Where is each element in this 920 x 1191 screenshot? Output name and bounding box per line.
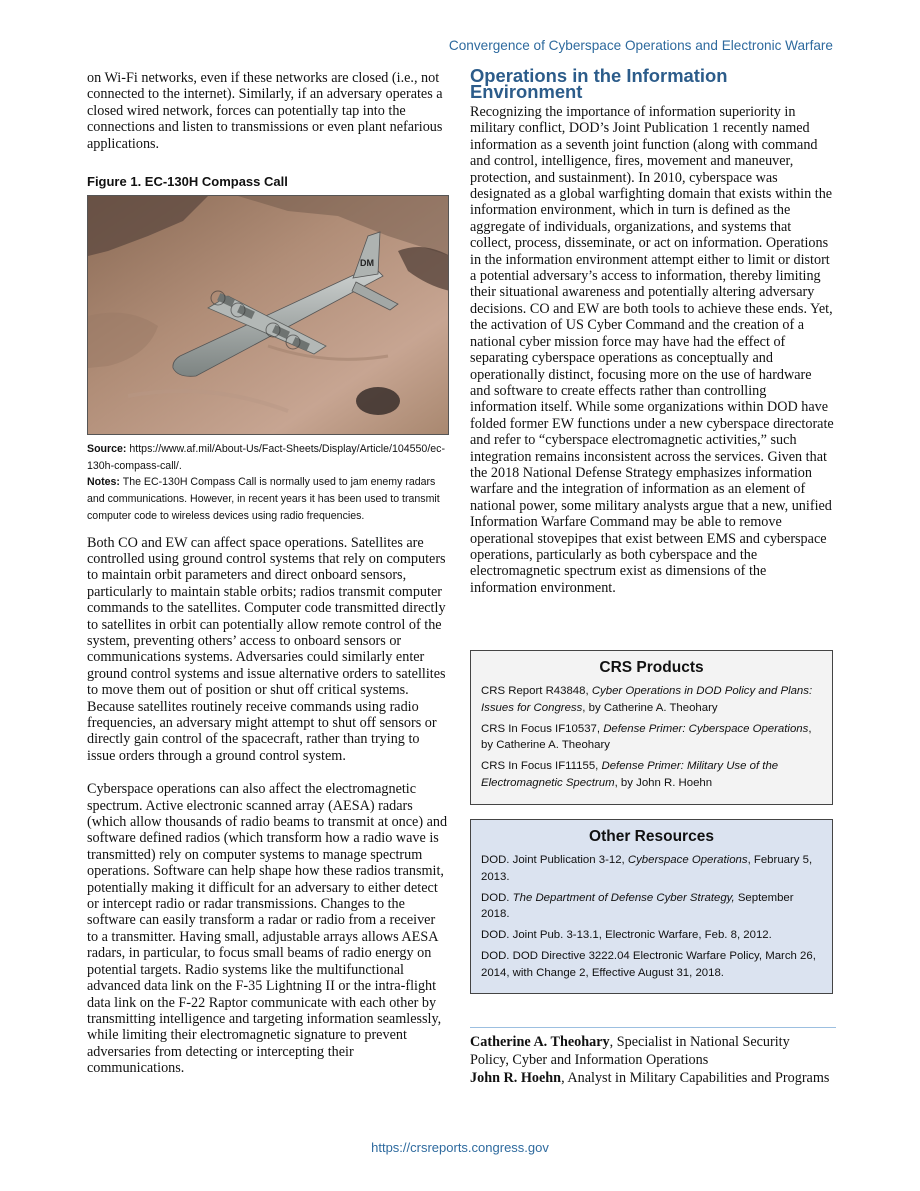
- notes-text: The EC-130H Compass Call is normally used to jam enemy radars and communications. However, in recent years it has been used to transmit computer code to wireless devices using radio frequencies.: [87, 476, 440, 522]
- footer-url[interactable]: https://crsreports.congress.gov: [371, 1140, 549, 1155]
- resource-item: DOD. The Department of Defense Cyber Strategy, September 2018.: [481, 891, 794, 921]
- crs-product-item: CRS In Focus IF11155, Defense Primer: Military Use of the Electromagnetic Spectrum, by John R. Hoehn: [481, 760, 779, 789]
- left-paragraph-1: on Wi-Fi networks, even if these networks are closed (i.e., not connected to the internet). Similarly, if an adversary operates a closed wired network, forces can potentially tap into the connections and listen to transmissions or even plant nefarious applications.: [87, 70, 443, 152]
- tail-marking: DM: [360, 258, 374, 269]
- right-column: [470, 65, 834, 596]
- author-name: Catherine A. Theohary: [470, 1034, 610, 1050]
- left-paragraph-3: Cyberspace operations can also affect the electromagnetic spectrum. Active electronic scanned array (AESA) radars (which allow thousands of radio beams to transmit at once) and software defined radios (which transform how a radio wave is transmitted) rely on computer systems to manage spectrum operations. Software can help shape how these radios transmit, potentially making it difficult for an adversary to either detect or intercept radio or radar transmissions. Changes to the software can easily transform a radar or radio from a receiver to a transmitter. Having small, adjustable arrays allows AESA radars, in particular, to focus small beams of radio energy on potential targets. Radio systems like the multifunctional advanced data link on the F-35 Lightning II or the intra-flight data link on the F-22 Raptor communicate with each other by transmitting intelligence and targeting information seamlessly, while limiting their electromagnetic signature to prevent adversaries from detecting or intercepting their communications.: [87, 781, 448, 1077]
- figure-notes: [87, 474, 449, 524]
- author-entry: [470, 1033, 832, 1069]
- author-block: [470, 1033, 832, 1087]
- figure-title: Figure 1. EC-130H Compass Call: [87, 174, 288, 190]
- author-role: , Analyst in Military Capabilities and Programs: [561, 1070, 830, 1086]
- crs-products-box: [470, 650, 833, 805]
- crs-product-item: CRS Report R43848, Cyber Operations in DOD Policy and Plans: Issues for Congress, by Catherine A. Theohary: [481, 685, 813, 714]
- aircraft-photo: [87, 195, 449, 435]
- running-header: Convergence of Cyberspace Operations and Electronic Warfare: [448, 38, 833, 53]
- crs-products-title: CRS Products: [599, 659, 704, 676]
- other-resources-title: Other Resources: [589, 828, 714, 845]
- crs-product-item: CRS In Focus IF10537, Defense Primer: Cyberspace Operations, by Catherine A. Theohary: [481, 722, 812, 752]
- resource-item: DOD. Joint Publication 3-12, Cyberspace Operations, February 5, 2013.: [481, 854, 813, 883]
- author-name: John R. Hoehn: [470, 1070, 562, 1086]
- author-divider: [470, 1027, 836, 1028]
- left-paragraph-2: Both CO and EW can affect space operations. Satellites are controlled using ground control systems that rely on computers to maintain orbit parameters and direct onboard sensors, particularly to maintain stable orbits; radios transmit computer commands to the satellites. Computer code transmitted directly to satellites in orbit can potentially allow remote control of the system, preventing others’ access to onboard sensors or communications systems. Adversaries could similarly enter ground control systems and issue alternative orders to satellites to move them out of position or shut off critical systems. Because satellites routinely receive commands using radio frequencies, an adversary might attempt to shut off sensors or directly gain control of the spacecraft, rather than trying to issue orders through a ground control system.: [87, 534, 446, 764]
- resource-item: DOD. Joint Pub. 3-13.1, Electronic Warfare, Feb. 8, 2012.: [481, 929, 772, 942]
- section-heading: Operations in the Information Environment: [470, 65, 728, 102]
- right-paragraph-1: Recognizing the importance of information superiority in military conflict, DOD’s Joint Publication 1 recently named information as a seventh joint function (along with command and control, intelligence, fires, movement and maneuver, protection, and sustainment). In 2010, cyberspace was designated as a global warfighting domain that exists within the information environment, which in turn is defined as the aggregate of individuals, organizations, and systems that collect, process, disseminate, or act on information. Operations in the information environment attempt either to limit or distort a potential adversary’s access to information, thereby limiting their situational awareness and potentially altering adversary decisions. CO and EW are both tools to achieve these ends. Yet, the activation of US Cyber Command and the creation of a national cyber mission force may have had the effect of separating cyberspace operations as conceptually and operationally distinct, focusing more on the use of hardware and software to create effects rather than controlling information itself. While some organizations within DOD have folded former EW functions under a new cyberspace directorate and refer to “cyberspace electromagnetic activities,” such integration remains inconsistent across the services. Given that the 2018 National Defense Strategy emphasizes information warfare and the integration of information as an element of national power, some military analysts argue that a new, unified Information Warfare Command may be able to remove operational stovepipes that exist between EMS and cyberspace operations, particularly as both cyberspace and the electromagnetic spectrum exist as dimensions of the information environment.: [470, 104, 834, 596]
- source-label: Source:: [87, 443, 127, 456]
- notes-label: Notes:: [87, 476, 120, 489]
- resource-item: DOD. DOD Directive 3222.04 Electronic Warfare Policy, March 26, 2014, with Change 2, Effective August 31, 2018.: [481, 949, 816, 979]
- other-resources-box: [470, 819, 833, 994]
- left-column: [87, 70, 449, 1077]
- author-role: , Specialist in National Security Policy, Cyber and Information Operations: [470, 1034, 790, 1068]
- source-url: https://www.af.mil/About-Us/Fact-Sheets/Display/Article/104550/ec-130h-compass-call/.: [87, 443, 445, 472]
- figure-source: [87, 441, 449, 474]
- author-entry: [470, 1069, 832, 1087]
